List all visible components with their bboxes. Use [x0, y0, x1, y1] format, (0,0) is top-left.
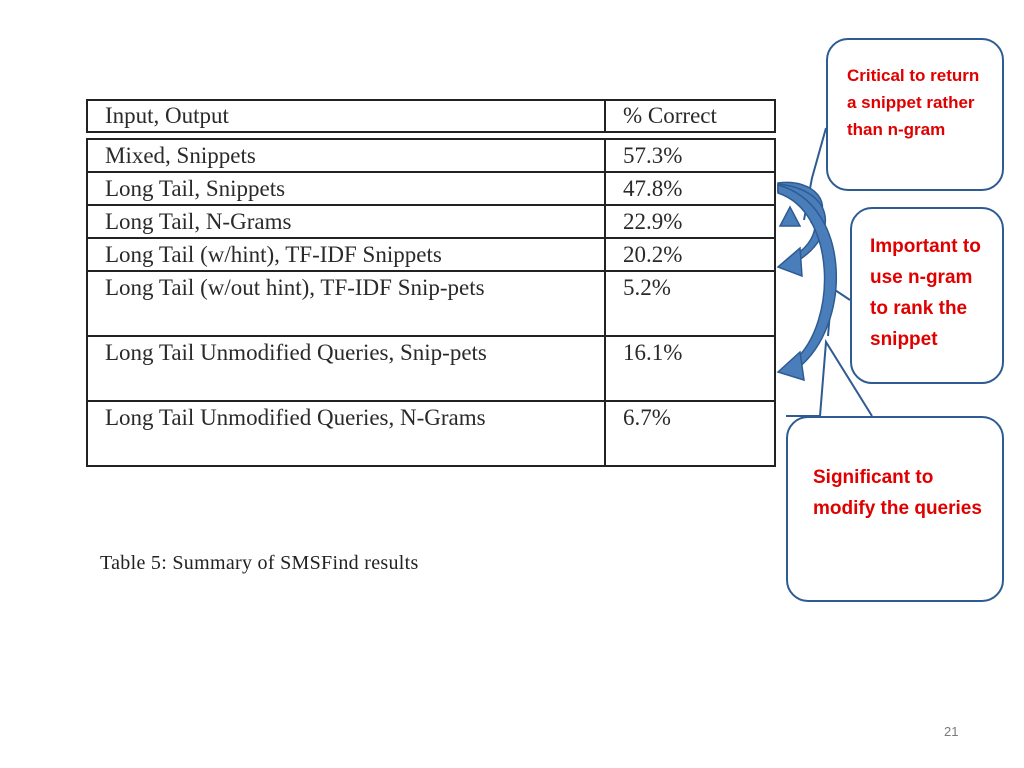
slide-number: 21: [944, 724, 959, 739]
curved-arrow-icon: [778, 185, 836, 368]
callout-critical: Critical to return a snippet rather than n-gram: [826, 38, 1004, 191]
table-row: [88, 173, 774, 206]
table-body: [86, 138, 776, 467]
row-percent-correct: 20.2%: [623, 242, 683, 267]
row-percent-correct: 16.1%: [623, 340, 683, 365]
table-row: [88, 239, 774, 272]
row-percent-correct: 5.2%: [623, 275, 671, 300]
header-percent-correct: % Correct: [623, 103, 717, 128]
row-input-output: Long Tail (w/hint), TF-IDF Snippets: [88, 239, 606, 270]
results-table: [86, 99, 776, 467]
table-header-row: [86, 99, 776, 133]
callout-critical-pointer: [804, 128, 826, 220]
row-percent-correct: 47.8%: [623, 176, 683, 201]
callout-significant: Significant to modify the queries: [786, 416, 1004, 602]
arrowhead-icon: [778, 248, 802, 276]
row-percent-correct: 57.3%: [623, 143, 683, 168]
row-input-output: Long Tail, Snippets: [88, 173, 606, 204]
table-caption: Table 5: Summary of SMSFind results: [100, 552, 419, 574]
callout-important: Important to use n-gram to rank the snippet: [850, 207, 1004, 384]
arrowhead-icon: [778, 352, 804, 380]
table-row: [88, 140, 774, 173]
row-input-output: Long Tail (w/out hint), TF-IDF Snip-pets: [88, 272, 606, 335]
callout-important-pointer: [828, 288, 850, 336]
table-row: [88, 402, 774, 465]
header-input-output: Input, Output: [88, 101, 606, 131]
table-row: [88, 272, 774, 337]
row-input-output: Mixed, Snippets: [88, 140, 606, 171]
table-row: [88, 206, 774, 239]
row-input-output: Long Tail Unmodified Queries, Snip-pets: [88, 337, 606, 400]
row-percent-correct: 6.7%: [623, 405, 671, 430]
curved-arrow-icon: [778, 184, 825, 262]
row-percent-correct: 22.9%: [623, 209, 683, 234]
table-row: [88, 337, 774, 402]
row-input-output: Long Tail Unmodified Queries, N-Grams: [88, 402, 606, 465]
arrowhead-icon: [780, 207, 800, 226]
curved-arrow-icon: [778, 182, 823, 226]
row-input-output: Long Tail, N-Grams: [88, 206, 606, 237]
